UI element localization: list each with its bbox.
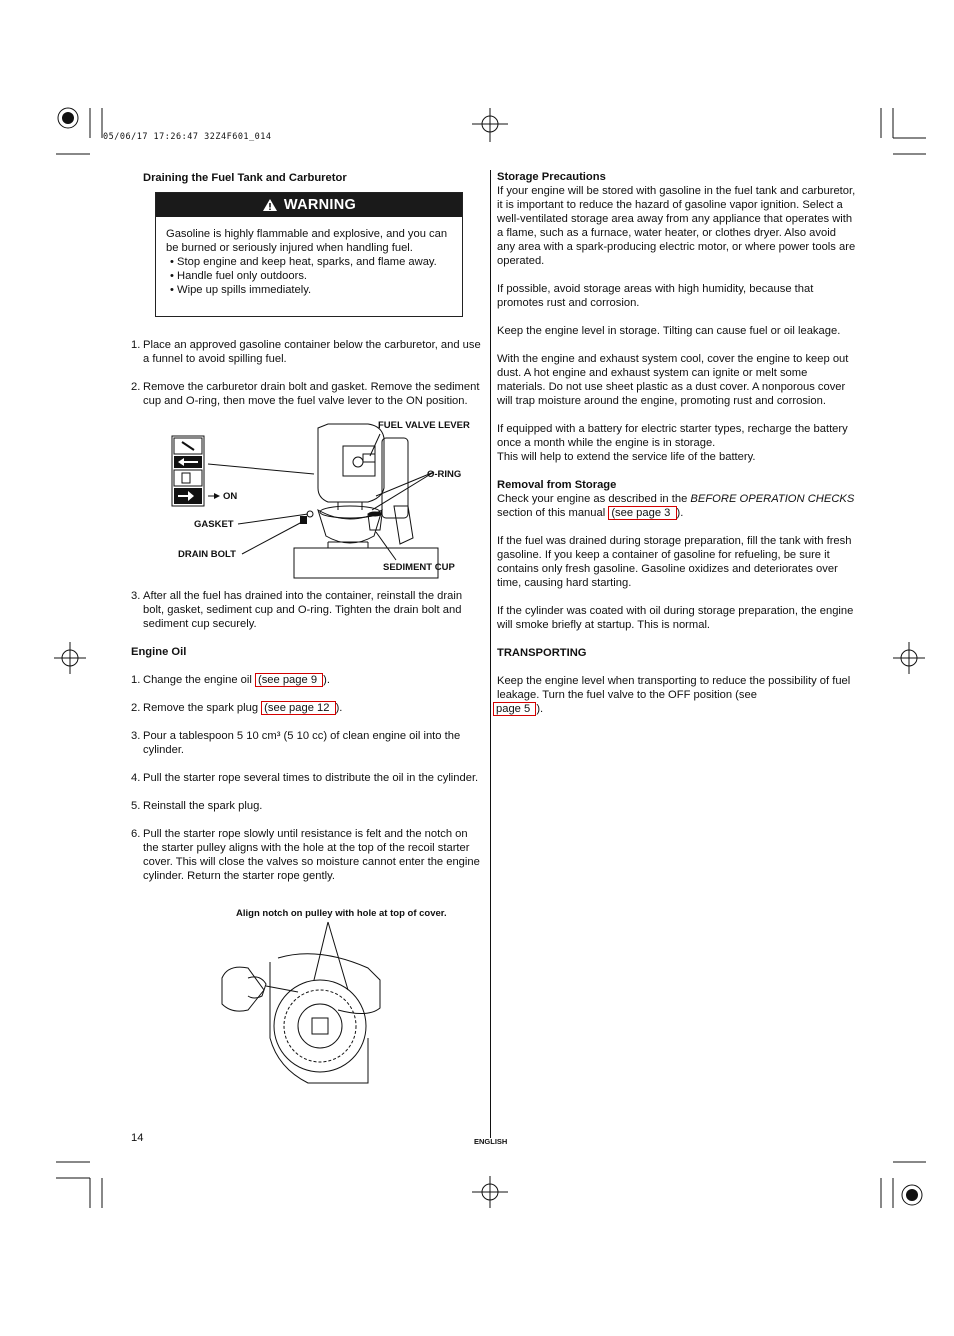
list-item: 3. After all the fuel has drained into the container, reinstall the drain bolt, gasket, sediment cup and O-ring. Tighten the drain bolt and sediment cup securely. xyxy=(131,590,463,630)
paragraph: Keep the engine level when transporting to reduce the possibility of fuel leakage. Turn the fuel valve to the OFF position (see xyxy=(497,675,851,701)
transport-heading: TRANSPORTING xyxy=(497,647,587,659)
language-label: ENGLISH xyxy=(474,1137,508,1146)
warning-triangle-icon xyxy=(262,198,278,212)
paragraph: Keep the engine level in storage. Tilting can cause fuel or oil leakage. xyxy=(497,325,841,337)
label-fuel-valve-lever: FUEL VALVE LEVER xyxy=(378,420,470,431)
paragraph: If the fuel was drained during storage preparation, fill the tank with fresh gasoline. If you keep a container of gasoline for refueling, be sure it contains only fresh gasoline. Gasoline oxidizes and deteriorates over time, causing hard starting. xyxy=(497,535,852,589)
warning-title: WARNING xyxy=(283,197,357,213)
list-item: 1. Place an approved gasoline container below the carburetor, and use a funnel to avoid spilling fuel. xyxy=(131,339,481,365)
warning-bullet: • Stop engine and keep heat, sparks, and flame away. xyxy=(170,256,437,268)
warning-bullet: • Wipe up spills immediately. xyxy=(170,284,312,296)
paragraph: Check your engine as described in the BEFORE OPERATION CHECKS section of this manual (see page 3 ). xyxy=(497,493,855,519)
list-item: 5. Reinstall the spark plug. xyxy=(131,800,263,812)
list-item: 4. Pull the starter rope several times to distribute the oil in the cylinder. xyxy=(131,772,479,784)
warning-header xyxy=(156,193,462,217)
paragraph: With the engine and exhaust system cool, cover the engine to keep out dust. A hot engine and exhaust system can ignite or melt some materials. Do not use sheet plastic as a dust cover. A nonporous cover will trap moisture around the engine, promoting rust and corrosion. xyxy=(497,353,849,407)
warning-text: Gasoline is highly flammable and explosive, and you can be burned or seriously injured when handling fuel. xyxy=(166,228,448,254)
warning-box xyxy=(155,192,463,317)
recoil-figure-caption: Align notch on pulley with hole at top of cover. xyxy=(236,908,447,919)
warning-bullet: • Handle fuel only outdoors. xyxy=(170,270,308,282)
drain-heading: Draining the Fuel Tank and Carburetor xyxy=(143,172,347,184)
list-item: 3. Pour a tablespoon 5 10 cm³ (5 10 cc) of clean engine oil into the cylinder. xyxy=(131,730,461,756)
page-link[interactable]: page 5 xyxy=(493,702,536,716)
page-link[interactable]: (see page 9 xyxy=(255,673,323,687)
recoil-starter-figure xyxy=(218,918,384,1088)
page-number: 14 xyxy=(131,1132,144,1144)
paragraph: If the cylinder was coated with oil during storage preparation, the engine will smoke briefly at startup. This is normal. xyxy=(497,605,854,631)
label-sediment-cup: SEDIMENT CUP xyxy=(383,562,455,573)
oil-heading: Engine Oil xyxy=(131,646,187,658)
removal-heading: Removal from Storage xyxy=(497,479,617,491)
page-link[interactable]: (see page 12 xyxy=(261,701,335,715)
page-link[interactable]: (see page 3 xyxy=(608,506,676,520)
paragraph: If your engine will be stored with gasoline in the fuel tank and carburetor, it is important to reduce the hazard of gasoline vapor ignition. Select a well-ventilated storage area away from any appliance that operates with a flame, such as a furnace, water heater, or clothes dryer. Also avoid any area with a spark-producing electric motor, or where power tools are operated. xyxy=(497,185,856,267)
column-divider xyxy=(490,170,491,1138)
paragraph: If possible, avoid storage areas with high humidity, because that promotes rust and corrosion. xyxy=(497,283,814,309)
paragraph: If equipped with a battery for electric starter types, recharge the battery once a month while the engine is in storage. xyxy=(497,423,848,449)
storage-heading: Storage Precautions xyxy=(497,171,606,183)
paragraph: page 5 ). xyxy=(493,702,857,716)
label-gasket: GASKET xyxy=(194,519,234,530)
list-item: 2. Remove the carburetor drain bolt and gasket. Remove the sediment cup and O-ring, then move the fuel valve lever to the ON position. xyxy=(131,381,480,407)
label-drain-bolt: DRAIN BOLT xyxy=(178,549,236,560)
label-on: ON xyxy=(223,491,238,502)
list-item: 2. Remove the spark plug (see page 12 ). xyxy=(131,702,343,714)
list-item: 6. Pull the starter rope slowly until resistance is felt and the notch on the starter pulley aligns with the hole at the top of the recoil starter cover. This will close the valves so moisture cannot enter the engine cylinder. Return the starter rope gently. xyxy=(131,828,480,882)
print-stamp: 05/06/17 17:26:47 32Z4F601_014 xyxy=(103,132,272,142)
label-o-ring: O-RING xyxy=(427,469,462,480)
paragraph: This will help to extend the service life of the battery. xyxy=(497,451,756,463)
list-item: 1. Change the engine oil (see page 9 ). xyxy=(131,674,331,686)
